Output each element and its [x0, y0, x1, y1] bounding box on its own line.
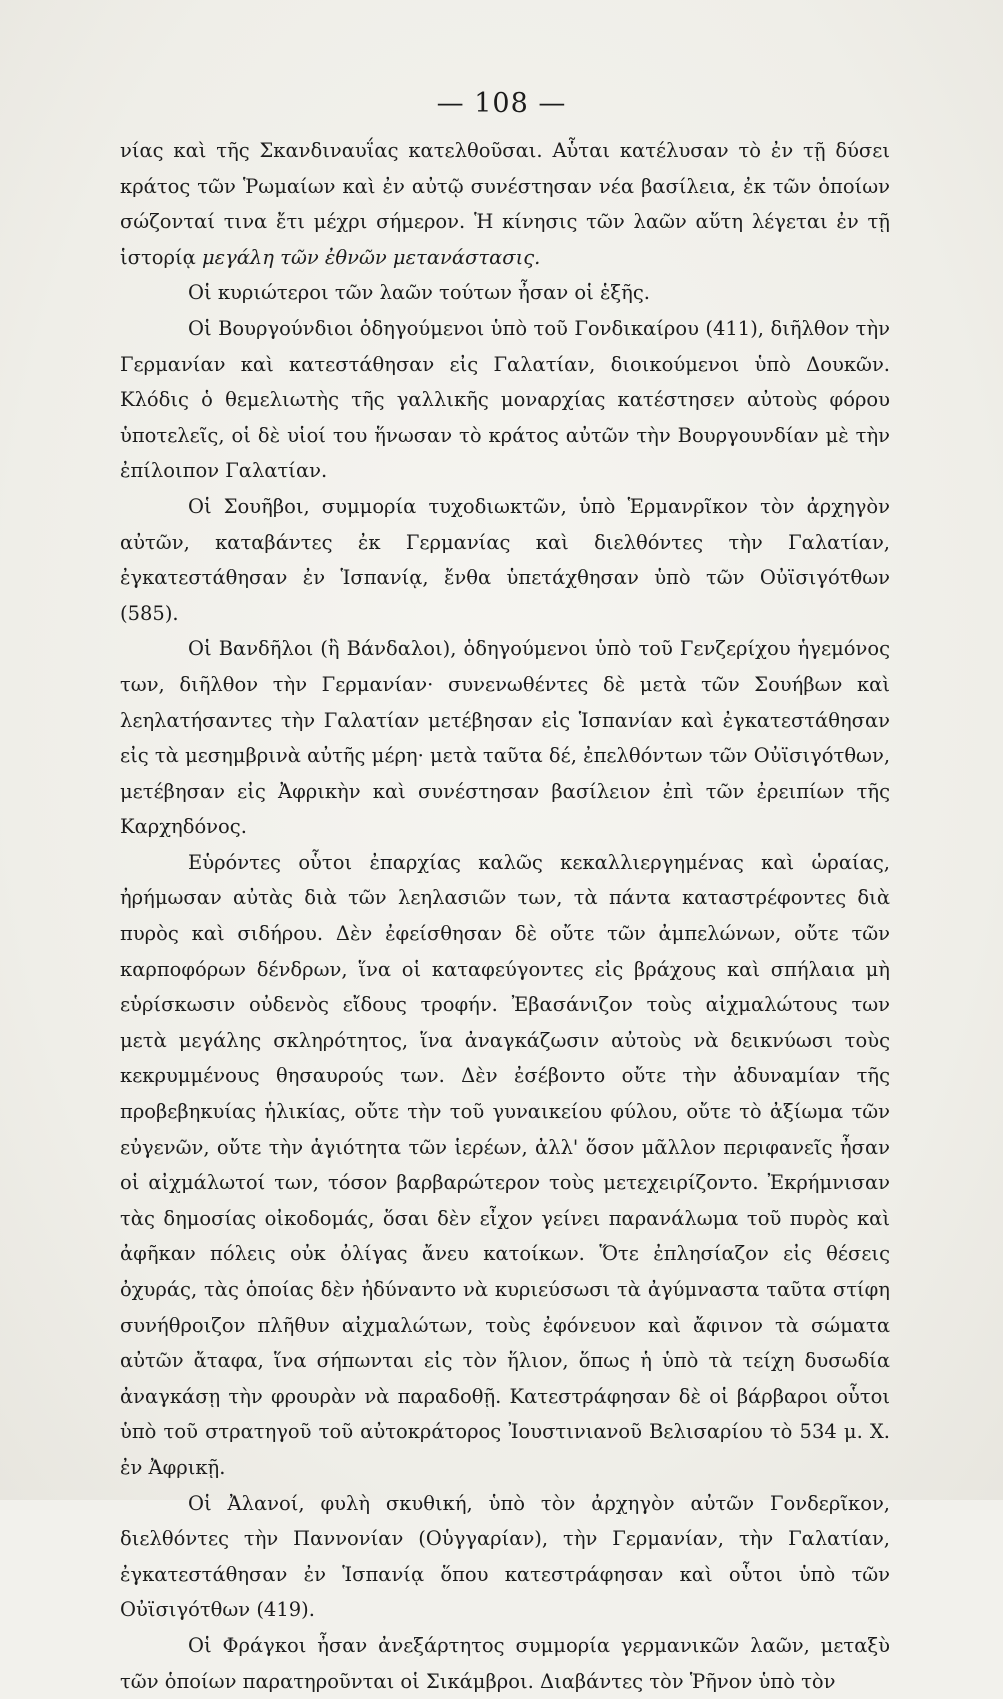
paragraph-text: Οἱ Βουργούνδιοι ὁδηγούμενοι ὑπὸ τοῦ Γονδικαίρου (411), διῆλθον τὴν Γερμανίαν καὶ κατεστάθησαν εἰς Γαλατίαν, διοικούμενοι ὑπὸ Δουκῶν. Κλόδις ὁ θεμελιωτὴς τῆς γαλλικῆς μοναρχίας κατέστησεν αὐτοὺς φόρου ὑποτελεῖς, οἱ δὲ υἱοί του ἥνωσαν τὸ κράτος αὐτῶν τὴν Βουργουνδίαν μὲ τὴν ἐπίλοιπον Γαλατίαν. — [120, 316, 890, 483]
paragraph-text: νίας καὶ τῆς Σκανδιναυΐας κατελθοῦσαι. Αὗται κατέλυσαν τὸ ἐν τῇ δύσει κράτος τῶν Ῥωμαίων καὶ ἐν αὐτῷ συνέστησαν νέα βασίλεια, ἐκ τῶν ὁποίων σώζονταί τινα ἔτι μέχρι σήμερον. Ἡ κίνησις τῶν λαῶν αὕτη λέγεται ἐν τῇ ἱστορίᾳ — [120, 139, 890, 269]
paragraph-text: Οἱ Φράγκοι ἦσαν ἀνεξάρτητος συμμορία γερμανικῶν λαῶν, μεταξὺ τῶν ὁποίων παρατηροῦνται οἱ Σικάμβροι. Διαβάντες τὸν Ῥῆνον ὑπὸ τὸν — [120, 1633, 890, 1693]
paragraph-text: Οἱ Σουῆβοι, συμμορία τυχοδιωκτῶν, ὑπὸ Ἑρμανρῖκον τὸν ἀρχηγὸν αὐτῶν, καταβάντες ἐκ Γερμανίας καὶ διελθόντες τὴν Γαλατίαν, ἐγκατεστάθησαν ἐν Ἱσπανίᾳ, ἔνθα ὑπετάχθησαν ὑπὸ τῶν Οὐϊσιγότθων (585). — [120, 494, 890, 625]
paragraph-4 — [120, 489, 890, 631]
paragraph-8 — [120, 1628, 890, 1699]
paragraph-1 — [120, 133, 890, 275]
paragraph-text: Εὑρόντες οὗτοι ἐπαρχίας καλῶς κεκαλλιεργημένας καὶ ὡραίας, ἠρήμωσαν αὐτὰς διὰ τῶν λεηλασιῶν των, τὰ πάντα καταστρέφοντες διὰ πυρὸς καὶ σιδήρου. Δὲν ἐφείσθησαν δὲ οὔτε τῶν ἀμπελώνων, οὔτε τῶν καρποφόρων δένδρων, ἵνα οἱ καταφεύγοντες εἰς βράχους καὶ σπήλαια μὴ εὑρίσκωσιν οὐδενὸς εἴδους τροφήν. Ἐβασάνιζον τοὺς αἰχμαλώτους των μετὰ μεγάλης σκληρότητος, ἵνα ἀναγκάζωσιν αὐτοὺς νὰ δεικνύωσι τοὺς κεκρυμμένους θησαυρούς των. Δὲν ἐσέβοντο οὔτε τὴν ἀδυναμίαν τῆς προβεβηκυίας ἡλικίας, οὔτε τὴν τοῦ γυναικείου φύλου, οὔτε τὸ ἀξίωμα τῶν εὐγενῶν, οὔτε τὴν ἁγιότητα τῶν ἱερέων, ἀλλ' ὅσον μᾶλλον περιφανεῖς ἦσαν οἱ αἰχμάλωτοί των, τόσον βαρβαρώτερον τοὺς μετεχειρίζοντο. Ἐκρήμνισαν τὰς δημοσίας οἰκοδομάς, ὅσαι δὲν εἶχον γείνει παρανάλωμα τοῦ πυρὸς καὶ ἀφῆκαν πόλεις οὐκ ὀλίγας ἄνευ κατοίκων. Ὅτε ἐπλησίαζον εἰς θέσεις ὀχυράς, τὰς ὁποίας δὲν ἠδύναντο νὰ κυριεύσωσι τὰ ἀγύμναστα ταῦτα στίφη συνήθροιζον πλῆθυν αἰχμαλώτων, τοὺς ἐφόνευον καὶ ἄφινον τὰ σώματα αὐτῶν ἄταφα, ἵνα σήπωνται εἰς τὸν ἥλιον, ὅπως ἡ ὑπὸ τὰ τείχη δυσωδία ἀναγκάσῃ τὴν φρουρὰν νὰ παραδοθῇ. Κατεστράφησαν δὲ οἱ βάρβαροι οὗτοι ὑπὸ τοῦ στρατηγοῦ τοῦ αὐτοκράτορος Ἰουστινιανοῦ Βελισαρίου τὸ 534 μ. Χ. ἐν Ἀφρικῇ. — [120, 850, 890, 1479]
paragraph-text: Οἱ Ἀλανοί, φυλὴ σκυθική, ὑπὸ τὸν ἀρχηγὸν αὐτῶν Γονδερῖκον, διελθόντες τὴν Παννονίαν (Οὑγγαρίαν), τὴν Γερμανίαν, τὴν Γαλατίαν, ἐγκατεστάθησαν ἐν Ἱσπανίᾳ ὅπου κατεστράφησαν καὶ οὗτοι ὑπὸ τῶν Οὐϊσιγότθων (419). — [120, 1491, 890, 1622]
emphasized-term: μεγάλη τῶν ἐθνῶν μετανάστασις. — [201, 245, 541, 269]
paragraph-text: Οἱ κυριώτεροι τῶν λαῶν τούτων ἦσαν οἱ ἑξῆς. — [188, 281, 650, 305]
body-text — [120, 133, 890, 1699]
page-number: — 108 — — [436, 88, 567, 119]
paragraph-6 — [120, 845, 890, 1486]
paragraph-7 — [120, 1486, 890, 1628]
paragraph-text: Οἱ Βανδῆλοι (ἢ Βάνδαλοι), ὁδηγούμενοι ὑπὸ τοῦ Γενζερίχου ἡγεμόνος των, διῆλθον τὴν Γερμανίαν· συνενωθέντες δὲ μετὰ τῶν Σουήβων καὶ λεηλατήσαντες τὴν Γαλατίαν μετέβησαν εἰς Ἱσπανίαν καὶ ἐγκατεστάθησαν εἰς τὰ μεσημβρινὰ αὐτῆς μέρη· μετὰ ταῦτα δέ, ἐπελθόντων τῶν Οὐϊσιγότθων, μετέβησαν εἰς Ἀφρικὴν καὶ συνέστησαν βασίλειον ἐπὶ τῶν ἐρειπίων τῆς Καρχηδόνος. — [120, 637, 891, 839]
paragraph-2 — [120, 275, 890, 311]
paragraph-3 — [120, 311, 890, 489]
paragraph-5 — [120, 631, 890, 845]
